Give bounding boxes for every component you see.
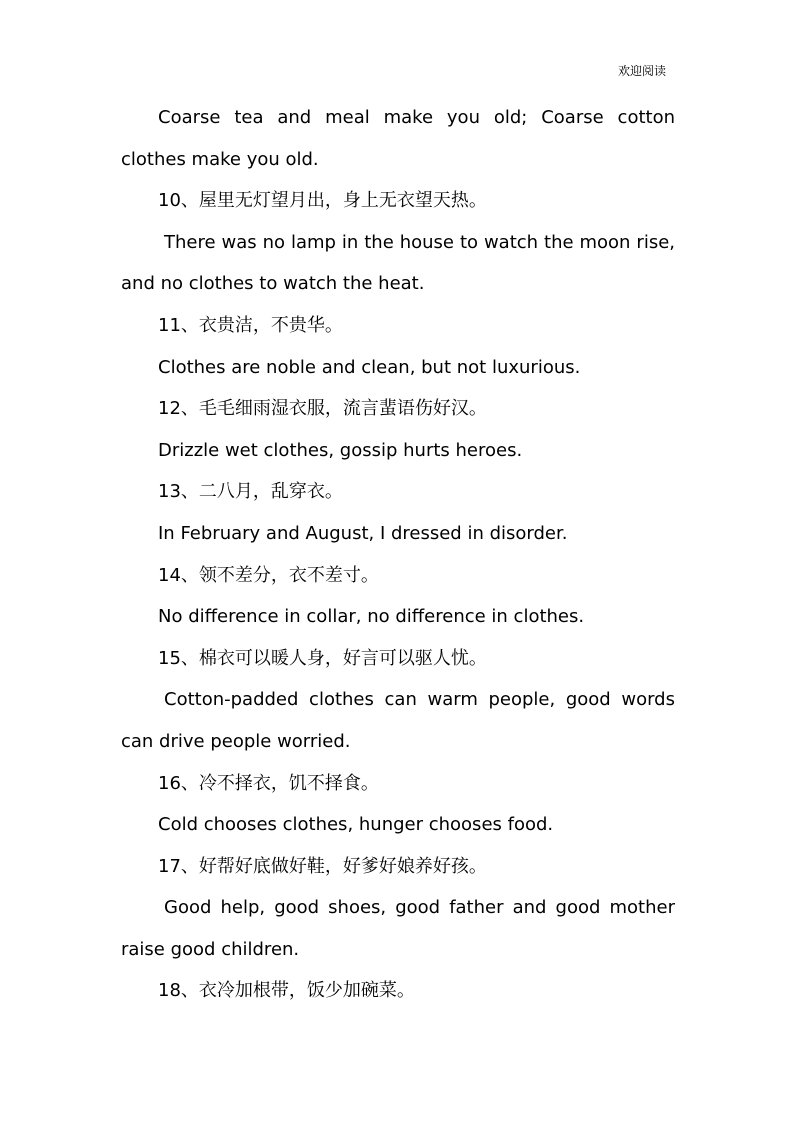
proverb-10-en: There was no lamp in the house to watch the moon rise, and no clothes to watch the heat. (121, 231, 675, 295)
proverb-17-zh: 17、好帮好底做好鞋，好爹好娘养好孩。 (158, 855, 487, 877)
proverb-14-en: No difference in collar, no difference in clothes. (158, 606, 585, 628)
proverb-11-zh: 11、衣贵洁，不贵华。 (158, 314, 343, 336)
page-header: 欢迎阅读 (617, 64, 666, 78)
proverb-15-zh: 15、棉衣可以暖人身，好言可以驱人忧。 (158, 647, 487, 669)
proverb-12-en: Drizzle wet clothes, gossip hurts heroes. (158, 439, 523, 461)
proverb-18-zh: 18、衣冷加根带，饭少加碗菜。 (158, 980, 415, 1002)
proverb-11-en: Clothes are noble and clean, but not luxurious. (158, 356, 581, 378)
proverb-13-zh: 13、二八月，乱穿衣。 (158, 481, 343, 503)
proverb-17-en: Good help, good shoes, good father and good mother raise good children. (121, 897, 675, 960)
paragraph-en-continuation: Coarse tea and meal make you old; Coarse cotton clothes make you old. (121, 107, 675, 170)
proverb-15-en: Cotton-padded clothes can warm people, good words can drive people worried. (121, 689, 675, 752)
proverb-13-en: In February and August, I dressed in disorder. (158, 522, 568, 544)
proverb-12-zh: 12、毛毛细雨湿衣服，流言蜚语伤好汉。 (158, 398, 487, 420)
document-body (121, 97, 675, 1012)
proverb-16-en: Cold chooses clothes, hunger chooses food. (158, 814, 554, 836)
proverb-16-zh: 16、冷不择衣，饥不择食。 (158, 772, 379, 794)
proverb-14-zh: 14、领不差分，衣不差寸。 (158, 564, 379, 586)
proverb-10-zh: 10、屋里无灯望月出，身上无衣望天热。 (158, 190, 487, 212)
